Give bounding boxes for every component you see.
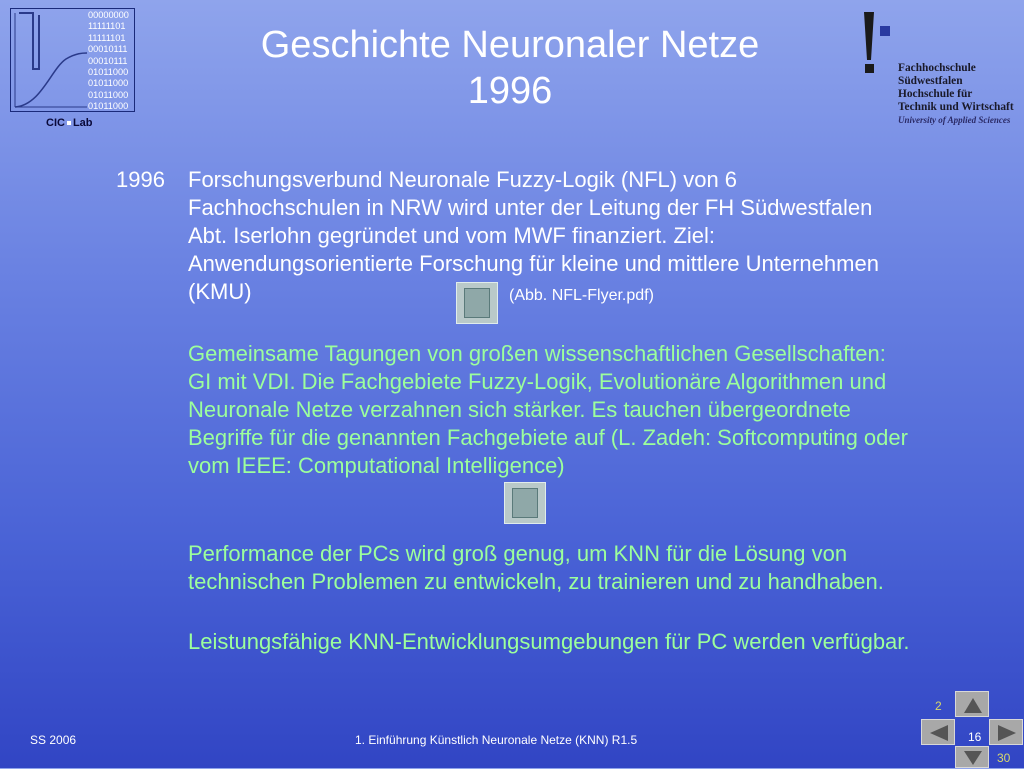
triangle-right-icon bbox=[990, 720, 1024, 746]
document-icon bbox=[464, 288, 490, 318]
binary-line: 00010111 bbox=[88, 55, 128, 66]
document-link-icon[interactable] bbox=[504, 482, 546, 524]
triangle-down-icon bbox=[956, 747, 990, 769]
paragraph-performance bbox=[188, 540, 913, 596]
binary-line: 11111101 bbox=[88, 21, 126, 32]
footer-course-title: 1. Einführung Künstlich Neuronale Netze (KNN) R1.5 bbox=[355, 733, 638, 747]
paragraph-text: Forschungsverbund Neuronale Fuzzy-Logik (NFL) von 6 Fachhochschulen in NRW wird unter der Leitung der FH Südwestfalen Abt. Iserlohn gegründet und vom MWF finanziert. Ziel: Anwendungsorientierte Forschung für kleine und mittlere Unternehmen (KMU) bbox=[188, 167, 879, 304]
paragraph-text: Performance der PCs wird groß genug, um KNN für die Lösung von technischen Problemen zu entwickeln, zu trainieren und zu handhaben. bbox=[188, 541, 884, 594]
next-page-number: 30 bbox=[997, 751, 1011, 765]
footer-semester: SS 2006 bbox=[30, 733, 77, 747]
nav-next-button[interactable] bbox=[989, 719, 1023, 745]
cic-label: CIC bbox=[46, 117, 65, 129]
nav-down-button[interactable] bbox=[955, 746, 989, 768]
fh-line: Südwestfalen bbox=[898, 75, 963, 87]
triangle-left-icon bbox=[922, 720, 956, 746]
flyer-reference: (Abb. NFL-Flyer.pdf) bbox=[509, 287, 654, 304]
prev-page-number: 2 bbox=[935, 699, 942, 713]
fh-line: Hochschule für bbox=[898, 88, 973, 100]
binary-line: 00000000 bbox=[88, 10, 129, 20]
fh-name-block bbox=[898, 62, 1014, 127]
fh-line: Technik und Wirtschaft bbox=[898, 101, 1014, 113]
cic-logo-frame bbox=[10, 8, 135, 112]
binary-line: 01011000 bbox=[88, 89, 129, 100]
nav-up-button[interactable] bbox=[955, 691, 989, 717]
binary-line: 01011000 bbox=[88, 67, 129, 78]
paragraph-text: Gemeinsame Tagungen von großen wissenschaftlichen Gesellschaften: GI mit VDI. Die Fachgebiete Fuzzy-Logik, Evolutionäre Algorithmen und Neuronale Netze verzahnen sich stärker. Es tauchen übergeordnete Begriffe für die genannten Fachgebiete auf (L. Zadeh: Softcomputing oder vom IEEE: Computational Intelligence) bbox=[188, 341, 908, 478]
paragraph-text: Leistungsfähige KNN-Entwicklungsumgebungen für PC werden verfügbar. bbox=[188, 629, 910, 654]
nav-prev-button[interactable] bbox=[921, 719, 955, 745]
pdf-link-icon[interactable] bbox=[456, 282, 498, 324]
title-line-1: Geschichte Neuronaler Netze bbox=[260, 24, 760, 66]
paragraph-tagungen bbox=[188, 340, 913, 480]
exclamation-logo-icon bbox=[858, 10, 898, 80]
fh-line: Fachhochschule bbox=[898, 62, 976, 74]
binary-line: 01011000 bbox=[88, 78, 129, 89]
cic-lab-logo bbox=[10, 8, 137, 130]
title-line-2: 1996 bbox=[467, 70, 553, 112]
fh-suedwestfalen-logo bbox=[856, 8, 1021, 133]
paragraph-entwicklungsumgebungen bbox=[188, 628, 913, 656]
document-icon bbox=[512, 488, 538, 518]
year-label: 1996 bbox=[116, 167, 165, 192]
cic-lab-label bbox=[46, 117, 93, 129]
slide-title bbox=[160, 22, 860, 114]
triangle-up-icon bbox=[956, 692, 990, 718]
dot-icon bbox=[67, 121, 71, 125]
current-page-number: 16 bbox=[968, 730, 982, 744]
binary-column bbox=[88, 10, 129, 113]
fh-subline: University of Applied Sciences bbox=[898, 115, 1011, 125]
binary-line: 00010111 bbox=[88, 44, 128, 55]
binary-line: 11111101 bbox=[88, 32, 126, 43]
binary-line: 01011000 bbox=[88, 101, 129, 112]
lab-label: Lab bbox=[72, 117, 93, 129]
